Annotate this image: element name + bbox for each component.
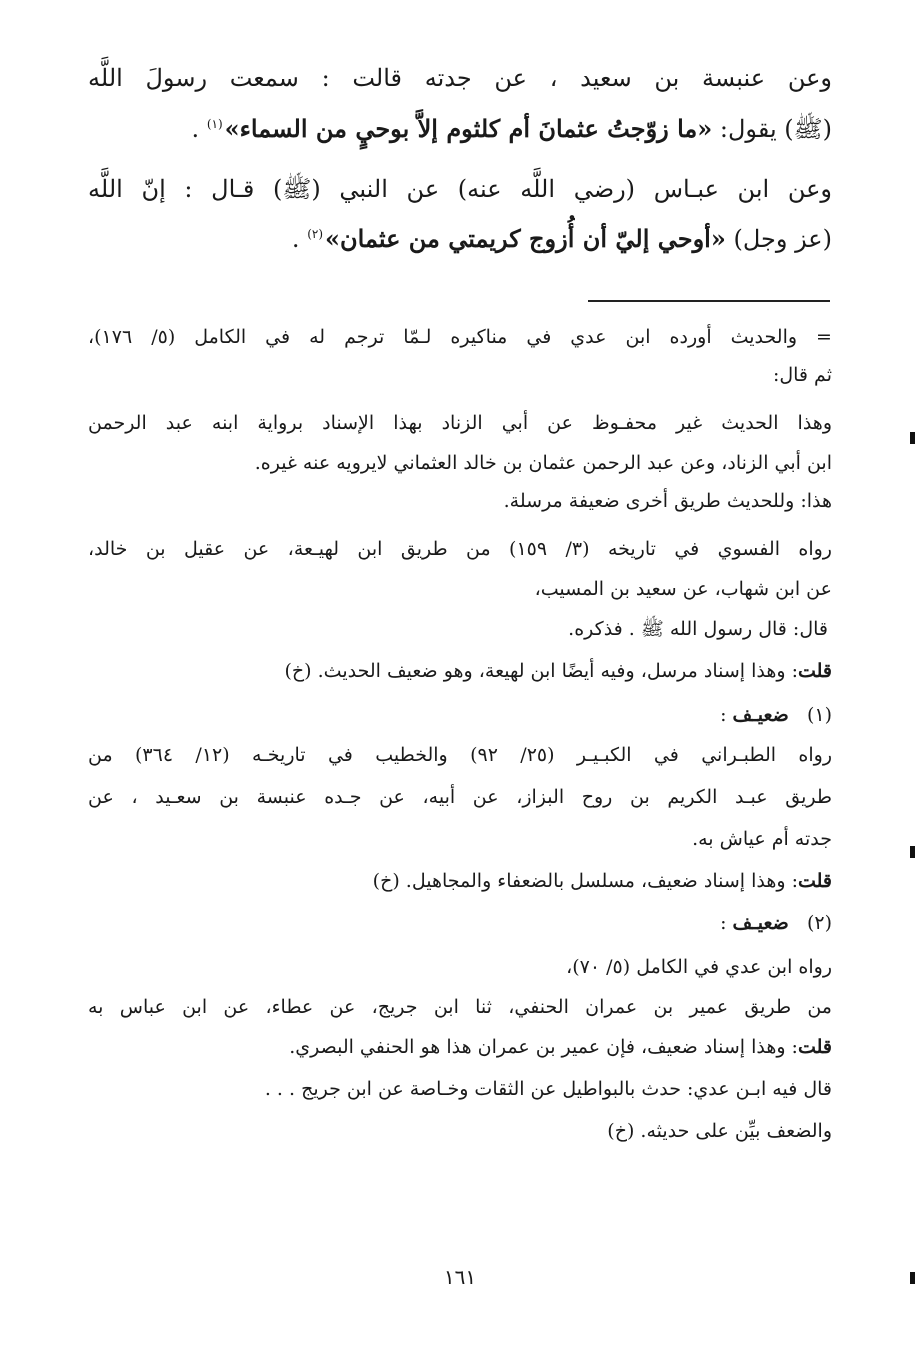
hadith-quote-1: «ما زوّجتُ عثمانَ أم كلثوم إلاَّ بوحيٍ من السماء»	[224, 114, 713, 143]
footnote-cont-line: هذا: وللحديث طريق أخرى ضعيفة مرسلة.	[503, 490, 832, 512]
footnote-2-qult	[289, 1036, 832, 1058]
qult-text: : وهذا إسناد ضعيف، مسلسل بالضعفاء والمجاهيل. (خ)	[372, 870, 798, 892]
scan-margin-mark	[910, 1272, 915, 1284]
footnote-2-line: والضعف بيِّن على حديثه. (خ)	[607, 1120, 832, 1142]
footnote-2-line: من طريق عمير بن عمران الحنفي، ثنا ابن جريج، عن عطاء، عن ابن عباس به	[88, 996, 832, 1018]
main-p1-line2-intro: (ﷺ) يقول:	[712, 115, 832, 143]
footnote-1-grade: ضعيـف	[732, 704, 789, 726]
qult-text: : وهذا إسناد مرسل، وفيه أيضًا ابن لهيعة، وهو ضعيف الحديث. (خ)	[284, 660, 798, 682]
footnote-1-colon: :	[720, 704, 733, 726]
footnote-2-line: قال فيه ابـن عدي: حدث بالبواطيل عن الثقات وخـاصة عن ابن جريج . . .	[264, 1078, 832, 1100]
main-p1-line1: وعن عنبسة بن سعيد ، عن جدته قالت : سمعت رسولَ اللَّه	[88, 64, 832, 92]
footnote-2-heading	[720, 912, 832, 934]
main-p2-line2-end: .	[291, 225, 308, 253]
footnote-1-number: (١)	[806, 704, 832, 726]
qult-label: قلت	[797, 1036, 832, 1058]
footnote-cont-line: قال: قال رسول الله ﷺ . فذكره.	[568, 618, 828, 640]
main-p2-line2-intro: (عز وجل)	[725, 225, 832, 253]
footnote-cont-line: = والحديث أورده ابن عدي في مناكيره لـمّا ترجم له في الكامل (٥/ ١٧٦)،	[88, 326, 832, 348]
footnote-2-number: (٢)	[806, 912, 832, 934]
footnote-1-heading	[720, 704, 832, 726]
footnote-1-line: طريق عبـد الكريم بن روح البزاز، عن أبيه، عن جـده عنبسة بن سعـيد ، عن	[88, 786, 832, 808]
footnote-2-colon: :	[720, 912, 733, 934]
main-p2-line2	[292, 224, 832, 253]
footnote-cont-line: ابن أبي الزناد، وعن عبد الرحمن عثمان بن خالد العثماني لايرويه عنه غيره.	[254, 452, 832, 474]
footnote-cont-qult	[285, 660, 833, 682]
footnote-cont-line: وهذا الحديث غير محفـوظ عن أبي الزناد بهذا الإسناد برواية ابنه عبد الرحمن	[88, 412, 832, 434]
footnote-2-grade: ضعيـف	[732, 912, 789, 934]
footnote-ref-2: (٢)	[307, 227, 324, 241]
scan-margin-mark	[910, 432, 915, 444]
scan-margin-mark	[910, 846, 915, 858]
qult-label: قلت	[797, 660, 832, 682]
qult-text: : وهذا إسناد ضعيف، فإن عمير بن عمران هذا هو الحنفي البصري.	[289, 1036, 798, 1058]
footnote-cont-line: ثم قال:	[772, 364, 832, 386]
footnote-separator	[588, 300, 830, 302]
footnote-ref-1: (١)	[206, 117, 223, 131]
main-p1-line2-end: .	[191, 115, 207, 143]
page-number: ١٦١	[443, 1265, 477, 1289]
footnote-1-line: جدته أم عياش به.	[692, 828, 832, 850]
footnote-1-line: رواه الطبـراني في الكبـيـر (٢٥/ ٩٢) والخطيب في تاريخـه (١٢/ ٣٦٤) من	[88, 744, 833, 766]
footnote-cont-line: رواه الفسوي في تاريخه (٣/ ١٥٩) من طريق ابن لهيـعة، عن عقيل بن خالد،	[88, 538, 832, 560]
main-p2-line1: وعن ابن عبـاس (رضي اللَّه عنه) عن النبي (ﷺ) قـال : إنّ اللَّه	[88, 175, 832, 203]
main-p1-line2	[192, 114, 832, 149]
hadith-quote-2: «أوحي إليّ أن أُزوج كريمتي من عثمان»	[325, 224, 726, 253]
footnote-cont-line: عن ابن شهاب، عن سعيد بن المسيب،	[534, 578, 832, 600]
qult-label: قلت	[797, 870, 832, 892]
footnote-2-line: رواه ابن عدي في الكامل (٥/ ٧٠)،	[566, 956, 832, 978]
footnote-1-qult	[373, 870, 832, 892]
